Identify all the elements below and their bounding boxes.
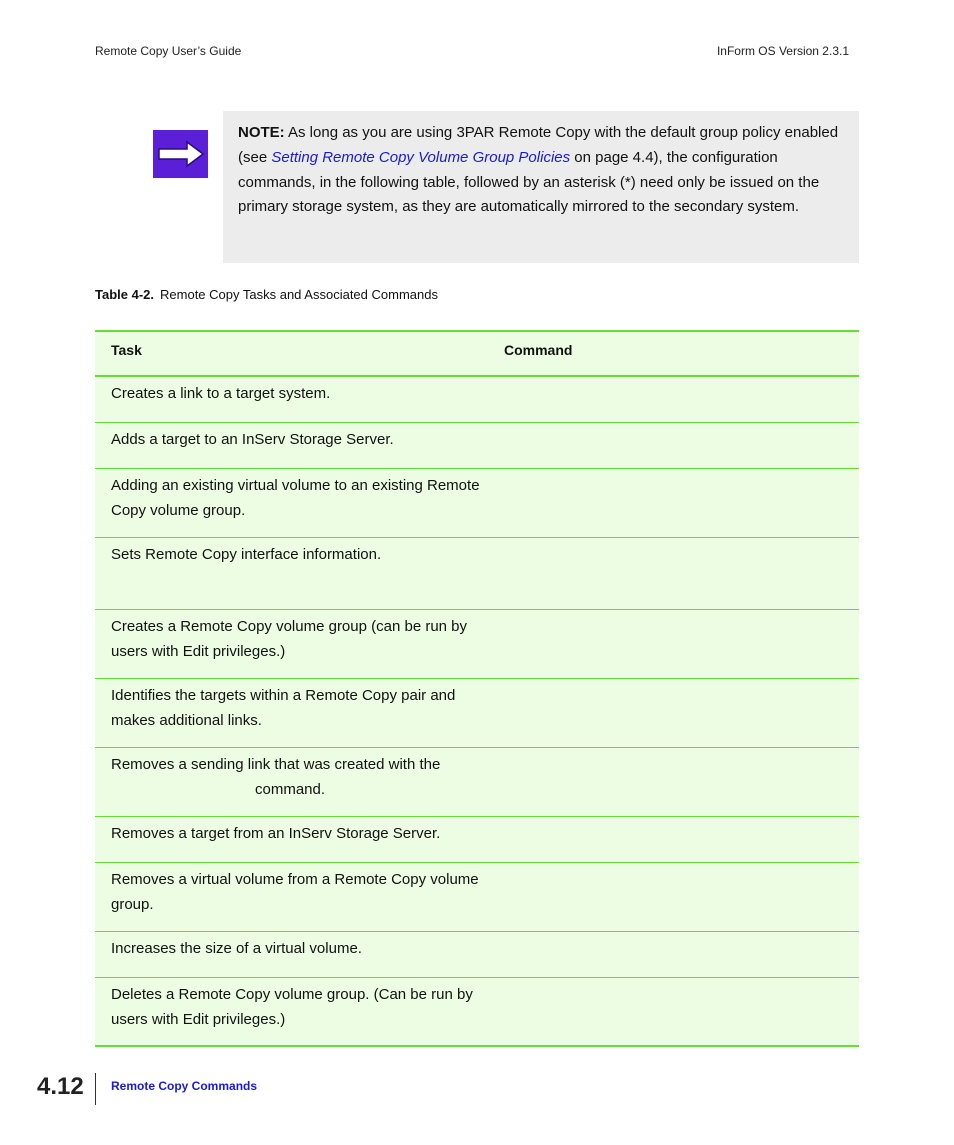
- task-cell-part-a: Removes a sending link that was created with the: [111, 756, 441, 773]
- task-cell: Identifies the targets within a Remote Copy pair and makes additional links.: [111, 687, 456, 729]
- footer-section-link[interactable]: Remote Copy Commands: [111, 1079, 258, 1093]
- task-cell: Deletes a Remote Copy volume group. (Can be run by users with Edit privileges.): [111, 986, 473, 1028]
- running-header-title: Remote Copy User’s Guide: [95, 44, 242, 58]
- table-row: [95, 679, 859, 748]
- commands-table: [95, 330, 859, 1047]
- table-header-task: Task: [111, 342, 142, 358]
- table-row: [95, 748, 859, 817]
- table-caption: [95, 287, 438, 302]
- table-header-row: [95, 332, 859, 377]
- note-label: NOTE:: [238, 124, 285, 141]
- task-cell: Removes a virtual volume from a Remote Copy volume group.: [111, 871, 479, 913]
- task-cell-part-b: command.: [255, 780, 326, 798]
- page-number: 4.12: [37, 1073, 84, 1100]
- task-cell: Removes a target from an InServ Storage Server.: [111, 825, 441, 842]
- note-text-before: As long as you are using 3PAR Remote Copy with the default group policy enabled (see: [238, 124, 839, 166]
- task-cell: Sets Remote Copy interface information.: [111, 546, 382, 563]
- running-header-version: InForm OS Version 2.3.1: [716, 44, 849, 58]
- table-row: [95, 538, 859, 610]
- task-cell: Adds a target to an InServ Storage Server.: [111, 431, 394, 448]
- note-text: [238, 121, 848, 220]
- task-cell: [111, 753, 483, 803]
- task-cell: Adding an existing virtual volume to an existing Remote Copy volume group.: [111, 477, 480, 519]
- table-row: [95, 817, 859, 863]
- note-link[interactable]: Setting Remote Copy Volume Group Policies: [271, 148, 571, 166]
- task-cell: Creates a Remote Copy volume group (can be run by users with Edit privileges.): [111, 618, 468, 660]
- table-row: [95, 978, 859, 1045]
- table-header-command: Command: [504, 342, 573, 358]
- table-caption-title: Remote Copy Tasks and Associated Commands: [160, 287, 438, 302]
- task-cell: Increases the size of a virtual volume.: [111, 940, 362, 957]
- note-text-after: on page 4.4), the configuration commands, in the following table, followed by an asterisk (*) need only be issued on the primary storage system, as they are automatically mirrored to the secondary system.: [238, 148, 820, 216]
- table-row: [95, 863, 859, 932]
- table-row: [95, 610, 859, 679]
- footer-divider: [95, 1073, 96, 1105]
- table-row: [95, 469, 859, 538]
- table-row: [95, 423, 859, 469]
- table-row: [95, 932, 859, 978]
- task-cell: Creates a link to a target system.: [111, 385, 331, 402]
- table-row: [95, 377, 859, 423]
- table-caption-label: Table 4-2.: [95, 287, 155, 302]
- arrow-right-icon: [153, 130, 208, 178]
